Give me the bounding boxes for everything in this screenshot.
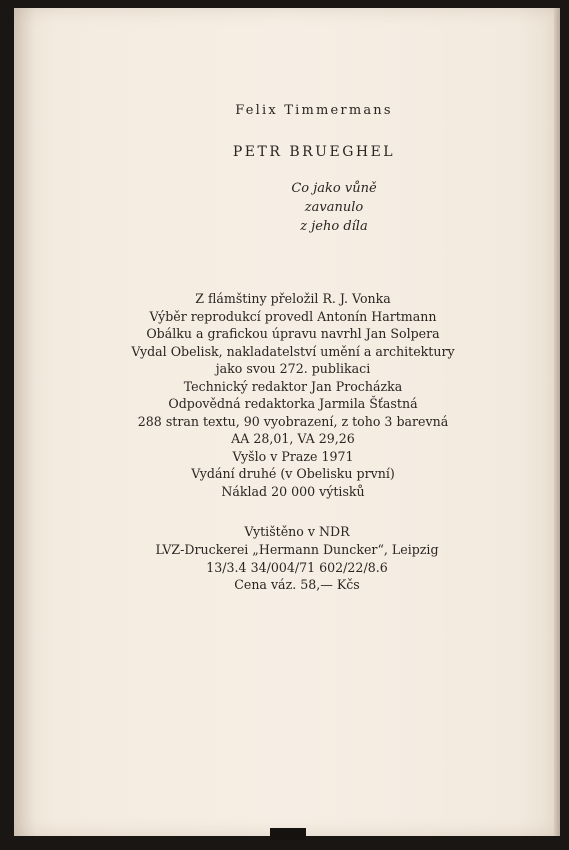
printing-line: 13/3.4 34/004/71 602/22/8.6 <box>206 559 388 575</box>
credit-line: 288 stran textu, 90 vyobrazení, z toho 3 barevná <box>137 413 449 429</box>
credit-line: jako svou 272. publikaci <box>215 361 371 376</box>
credits-block <box>78 290 508 500</box>
credit-line: Odpovědná redaktorka Jarmila Šťastná <box>168 396 418 411</box>
credit-line: Vydání druhé (v Obelisku první) <box>191 466 395 481</box>
scan-artifact <box>270 828 306 840</box>
subtitle-line: Co jako vůně <box>291 181 377 196</box>
printing-line: Cena váz. 58,— Kčs <box>234 577 360 593</box>
page-gutter-shadow <box>14 8 36 836</box>
credit-line: Technický redaktor Jan Procházka <box>183 378 403 394</box>
credit-line: Náklad 20 000 výtisků <box>221 483 365 499</box>
author-name: Felix Timmermans <box>235 103 393 118</box>
printing-line: Vytištěno v NDR <box>244 524 350 539</box>
credit-line: Z flámštiny přeložil R. J. Vonka <box>195 291 391 306</box>
subtitle <box>134 179 534 236</box>
book-title: PETR BRUEGHEL <box>232 144 396 160</box>
credit-line: Obálku a grafickou úpravu navrhl Jan Solpera <box>146 326 440 341</box>
subtitle-line: zavanulo <box>304 200 364 215</box>
credit-line: Vyšlo v Praze 1971 <box>232 448 354 464</box>
book-colophon-page <box>14 8 560 836</box>
credit-line: AA 28,01, VA 29,26 <box>231 431 355 446</box>
printing-block <box>152 523 442 594</box>
credit-line: Vydal Obelisk, nakladatelství umění a architektury <box>131 343 455 359</box>
printing-line: LVZ-Druckerei „Hermann Duncker“, Leipzig <box>155 541 439 557</box>
credit-line: Výběr reprodukcí provedl Antonín Hartmann <box>149 308 437 324</box>
page-edge <box>554 8 560 836</box>
subtitle-line: z jeho díla <box>300 219 368 234</box>
